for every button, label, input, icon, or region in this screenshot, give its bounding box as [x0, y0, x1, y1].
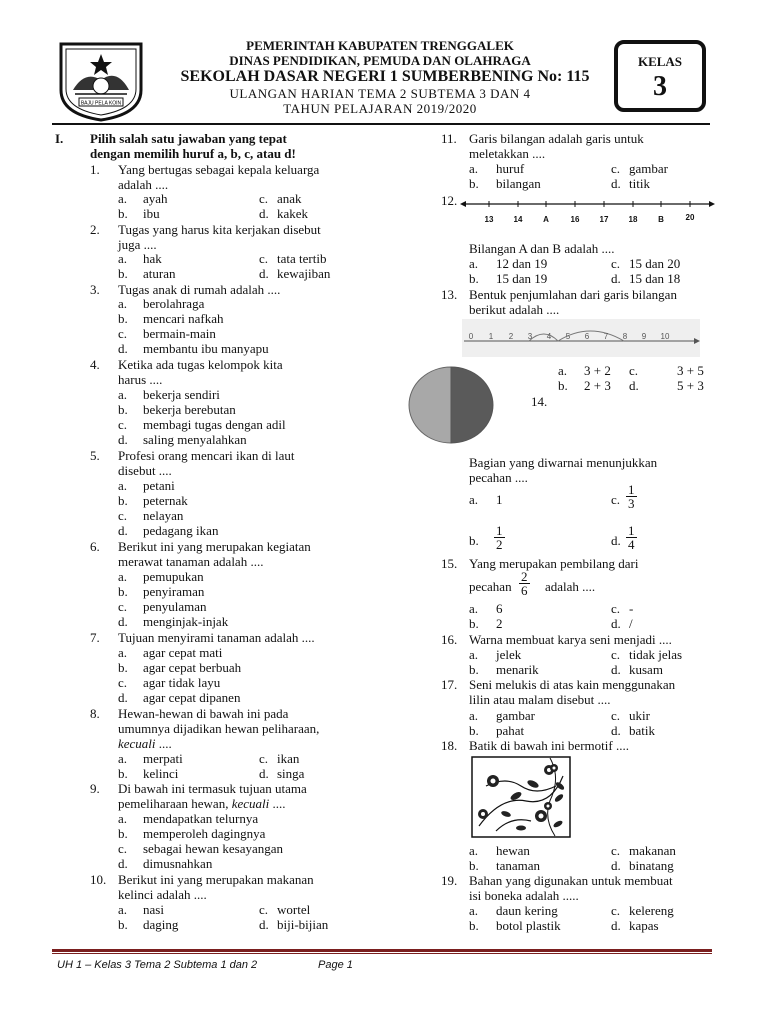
q3-option-d[interactable]: membantu ibu manyapu [143, 341, 269, 356]
q18-option-c[interactable]: makanan [629, 843, 676, 858]
q8-number: 8. [90, 706, 100, 721]
q9-text-1: Di bawah ini termasuk tujuan utama [118, 781, 307, 796]
q8-text-3 [118, 736, 172, 751]
option-letter: d. [611, 271, 621, 286]
q2-text-1: Tugas yang harus kita kerjakan disebut [118, 222, 321, 237]
kelas-box [614, 40, 706, 112]
q10-option-d[interactable]: biji-bijian [277, 917, 329, 932]
q4-option-c[interactable]: membagi tugas dengan adil [143, 417, 286, 432]
option-letter: b. [118, 402, 128, 417]
q10-option-a[interactable]: nasi [143, 902, 164, 917]
option-letter: d. [118, 856, 128, 871]
q8-option-d[interactable]: singa [277, 766, 305, 781]
q12-option-b[interactable]: 15 dan 19 [496, 271, 548, 286]
q17-text-2: lilin atau malam disebut .... [469, 692, 611, 707]
option-letter: b. [118, 826, 128, 841]
q17-option-c[interactable]: ukir [629, 708, 650, 723]
school-logo [55, 38, 147, 122]
q12-tick-label: A [543, 215, 549, 224]
q14-option-a[interactable]: 1 [496, 492, 503, 507]
q5-option-d[interactable]: pedagang ikan [143, 523, 219, 538]
option-letter: d. [118, 341, 128, 356]
header-line-5: TAHUN PELAJARAN 2019/2020 [283, 101, 477, 116]
option-letter: b. [118, 660, 128, 675]
q4-text-1: Ketika ada tugas kelompok kita [118, 357, 283, 372]
q11-option-a[interactable]: huruf [496, 161, 525, 176]
option-letter: b. [118, 266, 128, 281]
option-letter: d. [118, 690, 128, 705]
q12-tick-label: 18 [628, 215, 638, 224]
option-letter: b. [469, 271, 479, 286]
q12-text-1: Bilangan A dan B adalah .... [469, 241, 615, 256]
q13-tick-label: 8 [622, 332, 628, 341]
q13-tick-label: 4 [546, 332, 552, 341]
q1-text-2: adalah .... [118, 177, 169, 192]
q8-option-a[interactable]: merpati [143, 751, 183, 766]
q7-text-1: Tujuan menyirami tanaman adalah .... [118, 630, 315, 645]
option-letter: a. [118, 251, 128, 266]
q6-option-a[interactable]: pemupukan [143, 569, 204, 584]
frac-denominator: 3 [628, 496, 635, 511]
instruction-line-2: dengan memilih huruf a, b, c, atau d! [90, 146, 296, 161]
option-letter: d. [611, 918, 621, 933]
q9-dots: .... [269, 796, 286, 811]
q17-option-a[interactable]: gambar [496, 708, 535, 723]
option-letter: a. [118, 811, 128, 826]
option-letter: d. [118, 432, 128, 447]
q13-tick-label: 2 [508, 332, 514, 341]
q6-option-d[interactable]: menginjak-injak [143, 614, 229, 629]
q5-text-2: disebut .... [118, 463, 172, 478]
footer-page: Page 1 [318, 959, 353, 971]
batik-motif-image-right [510, 756, 570, 838]
option-letter: d. [611, 662, 621, 677]
q7-option-a[interactable]: agar cepat mati [143, 645, 223, 660]
footer-text: UH 1 – Kelas 3 Tema 2 Subtema 1 dan 2 [57, 959, 258, 971]
q1-option-c[interactable]: anak [277, 191, 302, 206]
frac-denominator: 4 [628, 537, 635, 552]
header-line-2: DINAS PENDIDIKAN, PEMUDA DAN OLAHRAGA [229, 53, 531, 68]
q17-number: 17. [441, 677, 458, 692]
option-letter: d. [611, 858, 621, 873]
q9-option-a[interactable]: mendapatkan telurnya [143, 811, 259, 826]
q8-option-c[interactable]: ikan [277, 751, 300, 766]
q18-option-b[interactable]: tanaman [496, 858, 541, 873]
q2-option-d[interactable]: kewajiban [277, 266, 331, 281]
q19-number: 19. [441, 873, 458, 888]
q1-text-1: Yang bertugas sebagai kepala keluarga [118, 162, 320, 177]
q10-option-b[interactable]: daging [143, 917, 179, 932]
option-letter: a. [118, 191, 128, 206]
q13-option-d[interactable]: 5 + 3 [677, 378, 704, 393]
q10-number: 10. [90, 872, 107, 887]
q19-option-b[interactable]: botol plastik [496, 918, 561, 933]
option-letter: d. [259, 766, 269, 781]
option-letter: d. [259, 917, 269, 932]
q12-tick-label: 14 [513, 215, 523, 224]
option-letter: b. [469, 918, 479, 933]
q5-option-b[interactable]: peternak [143, 493, 188, 508]
q13-text-1: Bentuk penjumlahan dari garis bilangan [469, 287, 677, 302]
q9-option-c[interactable]: sebagai hewan kesayangan [143, 841, 284, 856]
q13-tick-label: 5 [565, 332, 571, 341]
q15-option-d[interactable]: / [629, 616, 633, 631]
q12-tick-label: 16 [570, 215, 580, 224]
q5-number: 5. [90, 448, 100, 463]
option-letter: c. [118, 417, 128, 432]
option-letter: a. [469, 647, 479, 662]
q12-tick-label: 13 [484, 215, 494, 224]
option-letter: d. [611, 176, 621, 191]
option-letter: b. [469, 533, 479, 548]
option-letter: d. [259, 206, 269, 221]
option-letter: a. [118, 751, 128, 766]
q18-text-1: Batik di bawah ini bermotif .... [469, 738, 629, 753]
q6-option-c[interactable]: penyulaman [143, 599, 207, 614]
option-letter: d. [118, 523, 128, 538]
option-letter: a. [118, 296, 128, 311]
q17-option-d[interactable]: batik [629, 723, 655, 738]
q5-option-a[interactable]: petani [143, 478, 175, 493]
q7-option-b[interactable]: agar cepat berbuah [143, 660, 242, 675]
q15-option-a[interactable]: 6 [496, 601, 503, 616]
frac-numerator: 1 [628, 523, 635, 538]
option-letter: b. [118, 584, 128, 599]
header-line-4: ULANGAN HARIAN TEMA 2 SUBTEMA 3 DAN 4 [229, 86, 531, 101]
q10-text-1: Berikut ini yang merupakan makanan [118, 872, 314, 887]
q11-option-c[interactable]: gambar [629, 161, 668, 176]
q18-option-d[interactable]: binatang [629, 858, 674, 873]
option-letter: d. [118, 614, 128, 629]
q13-tick-label: 3 [527, 332, 533, 341]
q19-option-d[interactable]: kapas [629, 918, 659, 933]
q16-option-a[interactable]: jelek [496, 647, 522, 662]
q12-option-c[interactable]: 15 dan 20 [629, 256, 681, 271]
q6-option-b[interactable]: penyiraman [143, 584, 205, 599]
pie-left-half [409, 367, 451, 443]
option-letter: b. [469, 176, 479, 191]
q16-number: 16. [441, 632, 458, 647]
option-letter: a. [118, 387, 128, 402]
q1-option-b[interactable]: ibu [143, 206, 160, 221]
q3-option-b[interactable]: mencari nafkah [143, 311, 224, 326]
q7-option-c[interactable]: agar tidak layu [143, 675, 221, 690]
q1-number: 1. [90, 162, 100, 177]
q12-tick-label: B [658, 215, 664, 224]
footer-rule [52, 949, 712, 952]
option-letter: c. [611, 708, 621, 723]
q3-option-c[interactable]: bermain-main [143, 326, 216, 341]
header-rule [52, 123, 710, 125]
q14-option-c[interactable] [626, 483, 637, 510]
option-letter: b. [118, 311, 128, 326]
q4-option-b[interactable]: bekerja berebutan [143, 402, 236, 417]
q8-option-b[interactable]: kelinci [143, 766, 179, 781]
option-letter: a. [469, 708, 479, 723]
option-letter: c. [611, 492, 621, 507]
option-letter: c. [611, 161, 621, 176]
q16-option-d[interactable]: kusam [629, 662, 663, 677]
q12-number-line [460, 192, 715, 230]
q19-text-1: Bahan yang digunakan untuk membuat [469, 873, 673, 888]
q9-kecuali: kecuali [231, 796, 270, 811]
option-letter: c. [611, 601, 621, 616]
option-letter: a. [558, 363, 568, 378]
frac-numerator: 2 [521, 569, 528, 584]
q10-text-2: kelinci adalah .... [118, 887, 207, 902]
q19-text-2: isi boneka adalah ..... [469, 888, 579, 903]
option-letter: b. [469, 662, 479, 677]
option-letter: a. [469, 601, 479, 616]
q13-option-c[interactable]: 3 + 5 [677, 363, 704, 378]
q14-option-b[interactable] [494, 524, 505, 551]
q6-text-2: merawat tanaman adalah .... [118, 554, 264, 569]
q13-text-2: berikut adalah .... [469, 302, 560, 317]
q19-option-a[interactable]: daun kering [496, 903, 558, 918]
option-letter: d. [259, 266, 269, 281]
q18-option-a[interactable]: hewan [496, 843, 530, 858]
footer-rule-thin [52, 953, 712, 954]
q12-number: 12. [441, 193, 458, 208]
q13-tick-label: 10 [660, 332, 670, 341]
option-letter: d. [629, 378, 639, 393]
q2-text-2: juga .... [118, 237, 157, 252]
instruction-line-1: Pilih salah satu jawaban yang tepat [90, 131, 287, 146]
q9-text-2a: pemeliharaan hewan, [118, 796, 232, 811]
q13-number-line-figure [462, 319, 700, 357]
option-letter: c. [611, 903, 621, 918]
q9-option-b[interactable]: memperoleh dagingnya [143, 826, 266, 841]
option-letter: c. [118, 841, 128, 856]
option-letter: d. [611, 616, 621, 631]
q17-text-1: Seni melukis di atas kain menggunakan [469, 677, 676, 692]
option-letter: a. [118, 902, 128, 917]
q14-text-2: pecahan .... [469, 470, 528, 485]
q12-option-d[interactable]: 15 dan 18 [629, 271, 681, 286]
option-letter: b. [118, 917, 128, 932]
option-letter: c. [259, 902, 269, 917]
option-letter: c. [118, 599, 128, 614]
q12-option-a[interactable]: 12 dan 19 [496, 256, 548, 271]
q11-option-d[interactable]: titik [629, 176, 650, 191]
q3-option-a[interactable]: berolahraga [143, 296, 205, 311]
q17-option-b[interactable]: pahat [496, 723, 525, 738]
q15-option-c[interactable]: - [629, 601, 634, 616]
option-letter: c. [611, 256, 621, 271]
option-letter: d. [611, 533, 621, 548]
q8-dots: .... [155, 736, 172, 751]
pie-fraction-figure [408, 366, 494, 444]
q12-tick-label: 20 [685, 213, 695, 222]
option-letter: a. [118, 478, 128, 493]
q7-option-d[interactable]: agar cepat dipanen [143, 690, 241, 705]
option-letter: c. [118, 508, 128, 523]
q13-tick-label: 6 [584, 332, 590, 341]
option-letter: b. [118, 766, 128, 781]
q4-option-a[interactable]: bekerja sendiri [143, 387, 220, 402]
q4-text-2: harus .... [118, 372, 163, 387]
header-line-1: PEMERINTAH KABUPATEN TRENGGALEK [246, 38, 514, 53]
option-letter: a. [118, 645, 128, 660]
q6-number: 6. [90, 539, 100, 554]
q13-tick-label: 7 [603, 332, 609, 341]
q12-tick-label: 17 [599, 215, 609, 224]
option-letter: a. [118, 569, 128, 584]
q15-fraction [519, 570, 530, 597]
option-letter: c. [611, 843, 621, 858]
q13-number: 13. [441, 287, 458, 302]
option-letter: a. [469, 161, 479, 176]
option-letter: b. [469, 858, 479, 873]
q4-number: 4. [90, 357, 100, 372]
option-letter: a. [469, 903, 479, 918]
q2-option-c[interactable]: tata tertib [277, 251, 327, 266]
q13-tick-label: 0 [468, 332, 474, 341]
option-letter: c. [118, 326, 128, 341]
q19-option-c[interactable]: kelereng [629, 903, 674, 918]
q1-option-a[interactable]: ayah [143, 191, 168, 206]
q13-tick-label: 9 [641, 332, 647, 341]
pie-right-half [451, 367, 493, 443]
q15-text-1: Yang merupakan pembilang dari [469, 556, 639, 571]
q2-option-a[interactable]: hak [143, 251, 162, 266]
q11-text-1: Garis bilangan adalah garis untuk [469, 131, 644, 146]
option-letter: a. [469, 492, 479, 507]
q8-text-1: Hewan-hewan di bawah ini pada [118, 706, 289, 721]
q16-text-1: Warna membuat karya seni menjadi .... [469, 632, 672, 647]
option-letter: c. [259, 191, 269, 206]
q14-number: 14. [531, 394, 548, 409]
q11-number: 11. [441, 131, 457, 146]
q6-text-1: Berikut ini yang merupakan kegiatan [118, 539, 311, 554]
option-letter: a. [469, 256, 479, 271]
q9-text-2 [118, 796, 286, 811]
q8-kecuali: kecuali [118, 736, 156, 751]
q11-option-b[interactable]: bilangan [496, 176, 541, 191]
option-letter: c. [629, 363, 639, 378]
q5-text-1: Profesi orang mencari ikan di laut [118, 448, 295, 463]
q8-text-2: umumnya dijadikan hewan peliharaan, [118, 721, 320, 736]
q15-text-2b: adalah .... [545, 579, 596, 594]
q9-option-d[interactable]: dimusnahkan [143, 856, 213, 871]
frac-numerator: 1 [496, 523, 503, 538]
header-line-3: SEKOLAH DASAR NEGERI 1 SUMBERBENING No: 115 [180, 68, 590, 85]
q18-number: 18. [441, 738, 458, 753]
q14-option-d[interactable] [626, 524, 637, 551]
q2-number: 2. [90, 222, 100, 237]
option-letter: c. [611, 647, 621, 662]
section-number: I. [55, 131, 64, 146]
q13-tick-label: 1 [488, 332, 494, 341]
q1-option-d[interactable]: kakek [277, 206, 309, 221]
q14-text-1: Bagian yang diwarnai menunjukkan [469, 455, 658, 470]
q3-number: 3. [90, 282, 100, 297]
frac-denominator: 6 [521, 583, 528, 598]
frac-denominator: 2 [496, 537, 503, 552]
frac-numerator: 1 [628, 482, 635, 497]
option-letter: c. [259, 751, 269, 766]
q3-text-1: Tugas anak di rumah adalah .... [118, 282, 281, 297]
q10-option-c[interactable]: wortel [277, 902, 311, 917]
q16-option-b[interactable]: menarik [496, 662, 539, 677]
option-letter: b. [469, 616, 479, 631]
q2-option-b[interactable]: aturan [143, 266, 176, 281]
q11-text-2: meletakkan .... [469, 146, 546, 161]
option-letter: b. [469, 723, 479, 738]
q13-option-b[interactable]: 2 + 3 [584, 378, 611, 393]
q15-number: 15. [441, 556, 458, 571]
q16-option-c[interactable]: tidak jelas [629, 647, 683, 662]
q15-option-b[interactable]: 2 [496, 616, 503, 631]
option-letter: a. [469, 843, 479, 858]
kelas-value: 3 [653, 71, 667, 102]
option-letter: b. [118, 493, 128, 508]
option-letter: b. [118, 206, 128, 221]
logo-ribbon-text: BAJU PELA KOIN [80, 100, 122, 107]
option-letter: b. [558, 378, 568, 393]
q4-option-d[interactable]: saling menyalahkan [143, 432, 247, 447]
option-letter: d. [611, 723, 621, 738]
option-letter: c. [259, 251, 269, 266]
q13-option-a[interactable]: 3 + 2 [584, 363, 611, 378]
q15-text-2a: pecahan [469, 579, 512, 594]
kelas-label: KELAS [637, 54, 683, 69]
option-letter: c. [118, 675, 128, 690]
q9-number: 9. [90, 781, 100, 796]
q7-number: 7. [90, 630, 100, 645]
q5-option-c[interactable]: nelayan [143, 508, 184, 523]
